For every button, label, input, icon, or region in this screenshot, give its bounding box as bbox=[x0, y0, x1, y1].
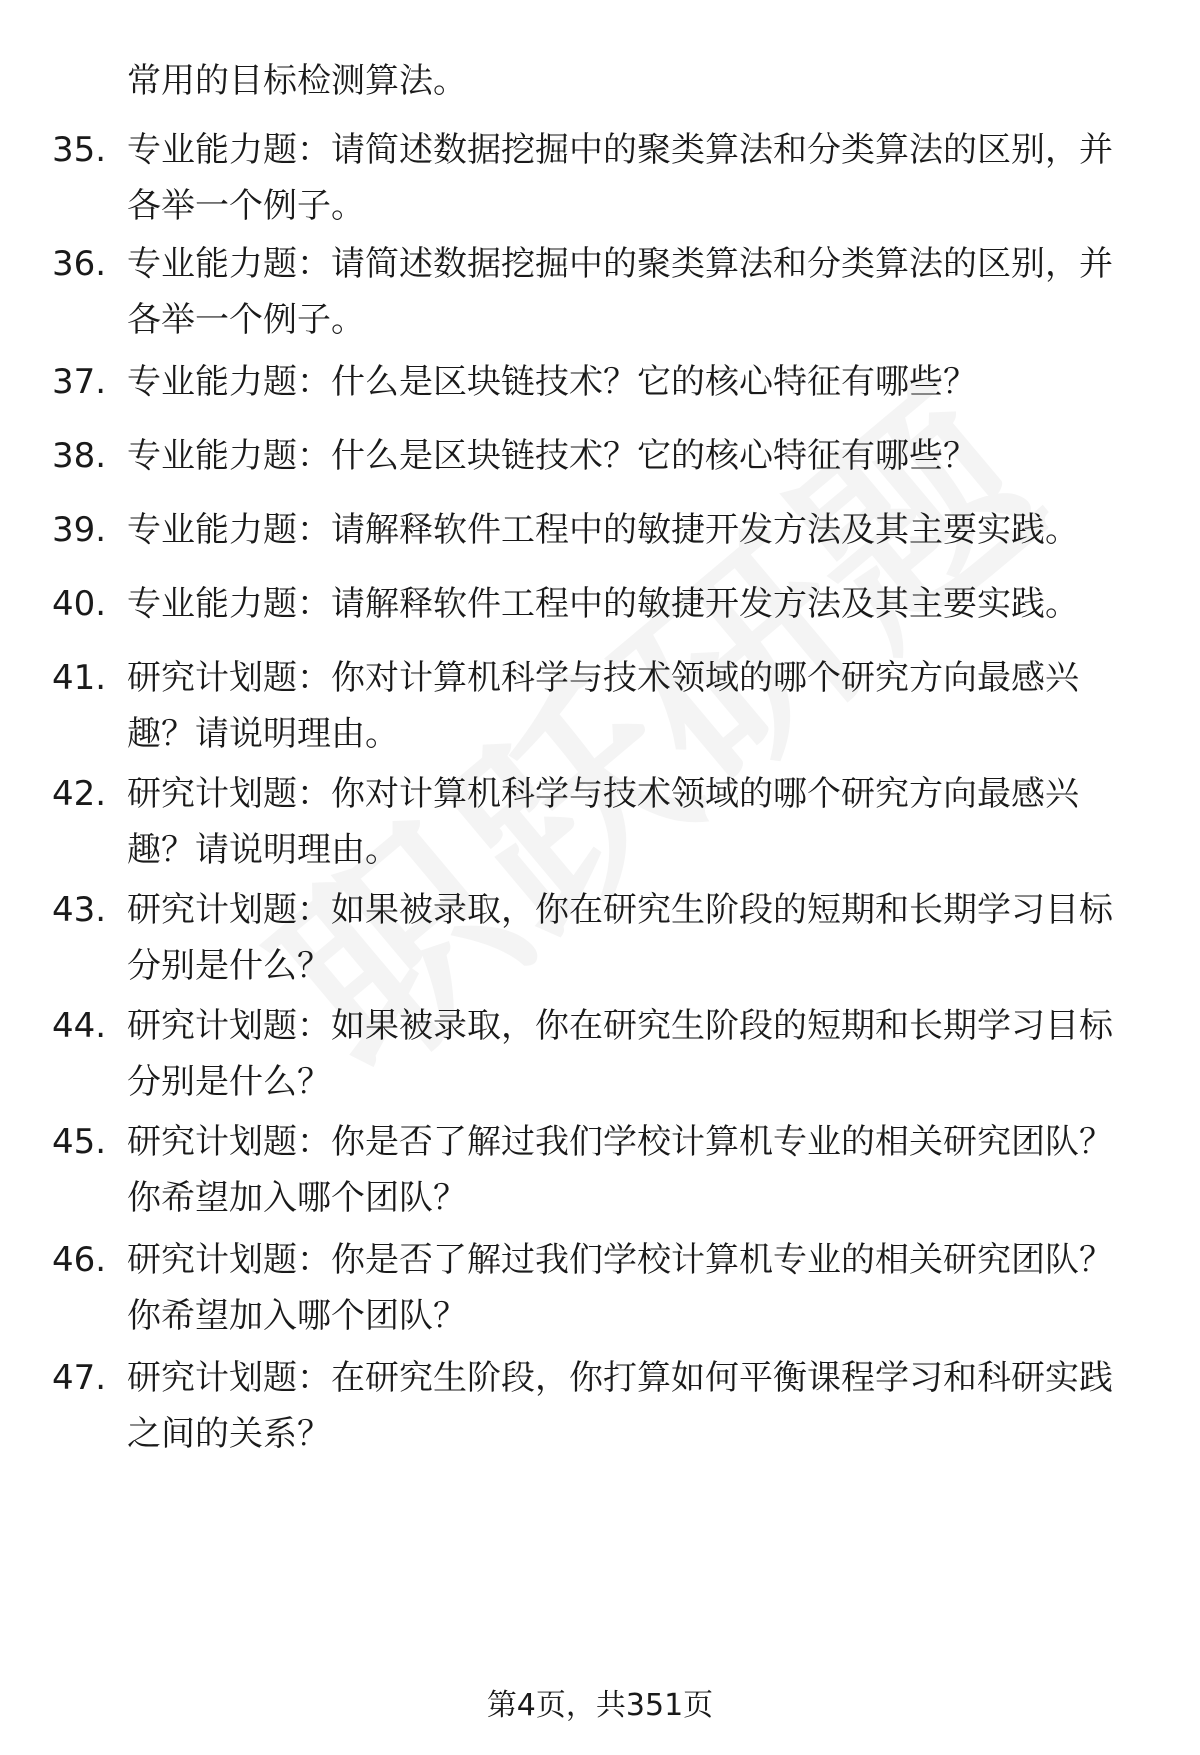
question-number: 46. bbox=[52, 1240, 107, 1280]
question-text: 研究计划题：你对计算机科学与技术领域的哪个研究方向最感兴趣？请说明理由。 bbox=[127, 658, 1079, 754]
list-item bbox=[52, 882, 1152, 994]
question-text: 专业能力题：请解释软件工程中的敏捷开发方法及其主要实践。 bbox=[127, 584, 1079, 624]
question-number: 35. bbox=[52, 130, 107, 170]
list-item bbox=[52, 1232, 1152, 1344]
question-text: 研究计划题：你对计算机科学与技术领域的哪个研究方向最感兴趣？请说明理由。 bbox=[127, 774, 1079, 870]
question-text: 研究计划题：如果被录取，你在研究生阶段的短期和长期学习目标分别是什么？ bbox=[127, 1006, 1113, 1102]
question-text: 专业能力题：请简述数据挖掘中的聚类算法和分类算法的区别，并各举一个例子。 bbox=[127, 130, 1113, 226]
question-number: 36. bbox=[52, 244, 107, 284]
list-item bbox=[52, 354, 1152, 410]
question-number: 39. bbox=[52, 510, 107, 550]
question-number: 37. bbox=[52, 362, 107, 402]
question-number: 41. bbox=[52, 658, 107, 698]
list-item bbox=[52, 236, 1152, 348]
question-text: 专业能力题：什么是区块链技术？它的核心特征有哪些？ bbox=[127, 436, 977, 476]
question-text: 研究计划题：你是否了解过我们学校计算机专业的相关研究团队？你希望加入哪个团队？ bbox=[127, 1122, 1113, 1218]
question-number: 38. bbox=[52, 436, 107, 476]
question-text: 专业能力题：请解释软件工程中的敏捷开发方法及其主要实践。 bbox=[127, 510, 1079, 550]
list-item bbox=[52, 1114, 1152, 1226]
question-text: 专业能力题：请简述数据挖掘中的聚类算法和分类算法的区别，并各举一个例子。 bbox=[127, 244, 1113, 340]
question-number: 45. bbox=[52, 1122, 107, 1162]
question-number: 40. bbox=[52, 584, 107, 624]
list-item bbox=[52, 766, 1152, 878]
list-item bbox=[52, 122, 1152, 234]
list-item bbox=[52, 1350, 1152, 1462]
list-item bbox=[52, 650, 1152, 762]
question-text: 研究计划题：在研究生阶段，你打算如何平衡课程学习和科研实践之间的关系？ bbox=[127, 1358, 1113, 1454]
question-text: 专业能力题：什么是区块链技术？它的核心特征有哪些？ bbox=[127, 362, 977, 402]
continuation-text: 常用的目标检测算法。 bbox=[127, 61, 467, 101]
question-text: 研究计划题：如果被录取，你在研究生阶段的短期和长期学习目标分别是什么？ bbox=[127, 890, 1113, 986]
question-text: 研究计划题：你是否了解过我们学校计算机专业的相关研究团队？你希望加入哪个团队？ bbox=[127, 1240, 1113, 1336]
page-footer: 第4页，共351页 bbox=[486, 1688, 714, 1723]
list-item bbox=[52, 502, 1152, 558]
list-item bbox=[52, 998, 1152, 1110]
list-item bbox=[52, 428, 1152, 484]
question-number: 47. bbox=[52, 1358, 107, 1398]
list-item bbox=[52, 576, 1152, 632]
question-number: 43. bbox=[52, 890, 107, 930]
question-number: 42. bbox=[52, 774, 107, 814]
question-number: 44. bbox=[52, 1006, 107, 1046]
